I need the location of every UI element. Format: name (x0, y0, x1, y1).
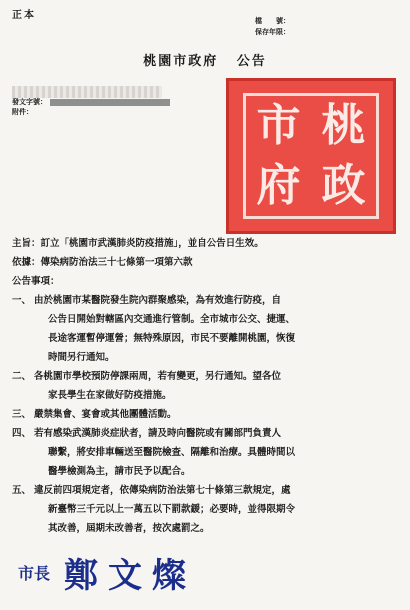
mayor-title: 市長 (18, 564, 51, 583)
sender-number: 發文字號： (12, 97, 170, 107)
items-label: 公告事項： (12, 276, 60, 287)
item-5: 五、 違反前四項規定者，依傳染病防治法第七十條第三款規定，處 新臺幣三千元以上一萬五以下罰款鍰；必要時，並得限期令 其改善，屆期未改善者，按次處罰之。 (12, 481, 402, 538)
redacted-number (50, 99, 170, 106)
item-number: 三、 (12, 409, 32, 420)
sender-info (12, 97, 170, 117)
government-seal (226, 78, 396, 234)
seal-inner (243, 93, 379, 219)
seal-char: 府 (256, 160, 301, 211)
copy-label: 正本 (12, 10, 36, 21)
document-title (0, 50, 410, 69)
item-2: 二、 各桃園市學校預防停課兩周，若有變更，另行通知。望各位 家長學生在家做好防疫措施。 (12, 367, 402, 405)
item-number: 二、 (12, 371, 32, 382)
title-org: 桃園市政府 (143, 54, 219, 69)
subject-line: 主旨：訂立「桃園市武漢肺炎防疫措施」，並自公告日生效。 (12, 238, 264, 249)
retention-period: 保存年限： (255, 27, 290, 36)
seal-char: 市 (256, 100, 301, 151)
mayor-signature (18, 548, 196, 597)
attachment-line: 附件： (12, 107, 33, 116)
item-4: 四、 若有感染武漢肺炎症狀者，請及時向醫院或有關部門負責人 聯繫，將安排車輛送至醫院檢查、隔離和治療。具體時間以 醫學檢測為主，請市民予以配合。 (12, 424, 402, 481)
item-3: 三、 嚴禁集會、宴會或其他團體活動。 (12, 405, 402, 424)
item-number: 四、 (12, 428, 32, 439)
basis-line: 依據：傳染病防治法三十七條第一項第六款 (12, 257, 193, 268)
item-number: 五、 (12, 485, 32, 496)
title-type: 公告 (236, 54, 267, 69)
item-number: 一、 (12, 295, 32, 306)
seal-char: 桃 (321, 100, 366, 151)
seal-char: 政 (321, 160, 366, 211)
file-number: 檔 號： (255, 16, 290, 25)
item-1: 一、 由於桃園市某醫院發生院內群聚感染，為有效進行防疫，自 公告日開始對轄區內交通進行管制。全市城市公交、捷運、 長途客運暫停運營；無特殊原因，市民不要離開桃園，恢復 時間另行通知。 (12, 291, 402, 367)
announcement-body (12, 234, 402, 538)
mayor-name: 鄭文燦 (64, 556, 197, 596)
